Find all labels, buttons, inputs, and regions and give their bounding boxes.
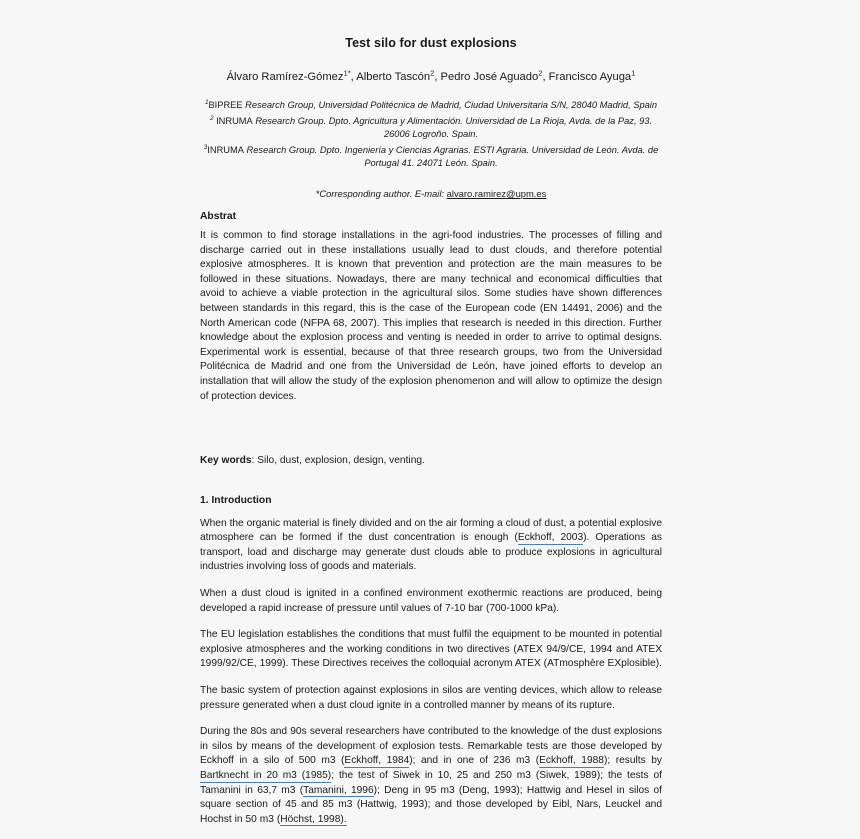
section-heading-introduction: 1. Introduction <box>200 494 272 506</box>
affiliation-text: Research Group, Universidad Politécnica de Madrid, Ciudad Universitaria S/N, 28040 Madrid, Spain <box>245 100 658 110</box>
corresponding-author-note <box>200 188 662 199</box>
citation-link[interactable]: Eckhoff, 2003 <box>517 532 584 544</box>
affiliation-item <box>200 115 662 142</box>
keywords-label: Key words <box>200 455 252 467</box>
keywords-value: Silo, dust, explosion, design, venting. <box>257 455 425 467</box>
affiliation-text: Research Group. Dpto. Ingeniería y Ciencias Agrarias. ESTI Agraria. Universidad de León. Avda. de Portugal 41. 24071 León. Spain. <box>246 144 659 169</box>
paragraph: The EU legislation establishes the conditions that must fulfil the equipment to be mounted in potential explosive atmospheres and the working conditions in two directives (ATEX 94/9/CE, 1994 and ATEX 1999/92/CE, 1999). These Directives receives the colloquial acronym ATEX (ATmosphère EXplosible). <box>200 629 662 670</box>
citation-link[interactable]: Höchst, 1998). <box>280 813 347 825</box>
affiliation-unit: INRUMA <box>216 115 253 126</box>
citation-link[interactable]: Tamanini, 1996 <box>303 784 374 796</box>
author-name: Francisco Ayuga <box>548 71 632 83</box>
paragraph: During the 80s and 90s several researchers have contributed to the knowledge of the dust explosions in silos by means of the development of explosion tests. Remarkable tests are those developed by Eckhoff in a silo of 500 m3 (Eckhoff, 1984); and in one of 236 m3 (Eckhoff, 1988); results by Bartknecht in 20 m3 (1985); the test of Siwek in 10, 25 and 250 m3 (Siwek, 1989); the tests of Tamanini in 63,7 m3 (Tamanini, 1996); Deng in 95 m3 (Deng, 1993); Hattwig and Hesel in silos of square section of 45 and 85 m3 (Hattwig, 1993); and those developed by Eibl, Nars, Leuckel and Hochst in 50 m3 (Höchst, 1998). <box>200 726 663 825</box>
page-title: Test silo for dust explosions <box>345 36 517 50</box>
author-affiliation-marker: 1 <box>631 68 636 78</box>
author-affiliation-marker: 2 <box>430 68 435 78</box>
paragraph: When a dust cloud is ignited in a confined environment exothermic reactions are produced, being developed a rapid increase of pressure until values of 7-10 bar (700-1000 kPa). <box>200 588 662 614</box>
affiliation-marker: 3 <box>203 143 208 151</box>
citation-link[interactable]: Eckhoff, 1984 <box>344 755 410 767</box>
paragraph: When the organic material is finely divided and on the air forming a cloud of dust, a potential explosive atmosphere can be formed if the dust concentration is enough (Eckhoff, 2003). Operations as transport, load and discharge may generate dust clouds able to produce explosions in agricultural industries involving loss of goods and materials. <box>200 517 662 573</box>
affiliation-text: Research Group. Dpto. Agricultura y Alimentación. Universidad de La Rioja, Avda. de la Paz, 93. 26006 Logroño. Spain. <box>255 115 653 140</box>
citation-link[interactable]: Bartknecht in 20 m3 (1985) <box>200 770 332 781</box>
corresponding-author-label: *Corresponding author. E-mail: <box>315 187 445 199</box>
citation-link[interactable]: Eckhoff, 1988 <box>539 755 604 767</box>
author-name: Álvaro Ramírez-Gómez <box>226 71 344 83</box>
corresponding-author-email-link[interactable]: alvaro.ramirez@upm.es <box>446 187 547 199</box>
author-list: Álvaro Ramírez-Gómez$^{1*}$, Alberto Tascón$^2$, Pedro José Aguado$^2$, Francisco Ayuga$^1$ <box>226 68 636 83</box>
section-body-introduction <box>200 517 662 828</box>
keywords-separator: : <box>251 455 255 467</box>
abstract-text: It is common to find storage installations in the agri-food industries. The processes of filling and discharge carried out in these installations usually lead to dust clouds, and therefore potential explosive atmospheres. It is known that prevention and protection are the main measures to be followed in these situations. Nowadays, there are many technical and economical difficulties that avoid to achieve a viable protection in the agricultural silos. Some studies have shown differences between standards in this regard, this is the case of the European code (EN 14491, 2006) and the North American code (NFPA 68, 2007). This implies that research is needed in this direction. Further knowledge about the explosion process and venting is needed in order to arrive to optimal designs. Experimental work is essential, because of that three research groups, two from the Universidad Politécnica de Madrid and one from the Universidad de León, have joined efforts to develop an installation that will allow the study of the explosion phenomenon and will allow to optimize the design of protection devices. <box>200 229 662 402</box>
author-affiliation-marker: 1* <box>343 68 351 78</box>
affiliation-item <box>200 99 662 113</box>
abstract-heading: Abstrat <box>200 210 237 222</box>
author-affiliation-marker: 2 <box>538 68 543 78</box>
affiliation-item <box>200 144 662 171</box>
keywords-line <box>200 454 662 469</box>
affiliation-marker: 1 <box>204 98 209 106</box>
paragraph: The basic system of protection against explosions in silos are venting devices, which allow to release pressure generated when a dust cloud ignite in a controlled manner by means of its rupture. <box>200 685 662 711</box>
author-name: Pedro José Aguado <box>440 71 539 83</box>
affiliation-unit: BIPREE <box>208 100 243 110</box>
affiliation-unit: INRUMA <box>207 144 244 155</box>
affiliation-marker: 2 <box>209 114 214 122</box>
affiliation-list <box>200 99 662 171</box>
content-column <box>200 0 662 839</box>
author-name: Alberto Tascón <box>356 71 431 83</box>
